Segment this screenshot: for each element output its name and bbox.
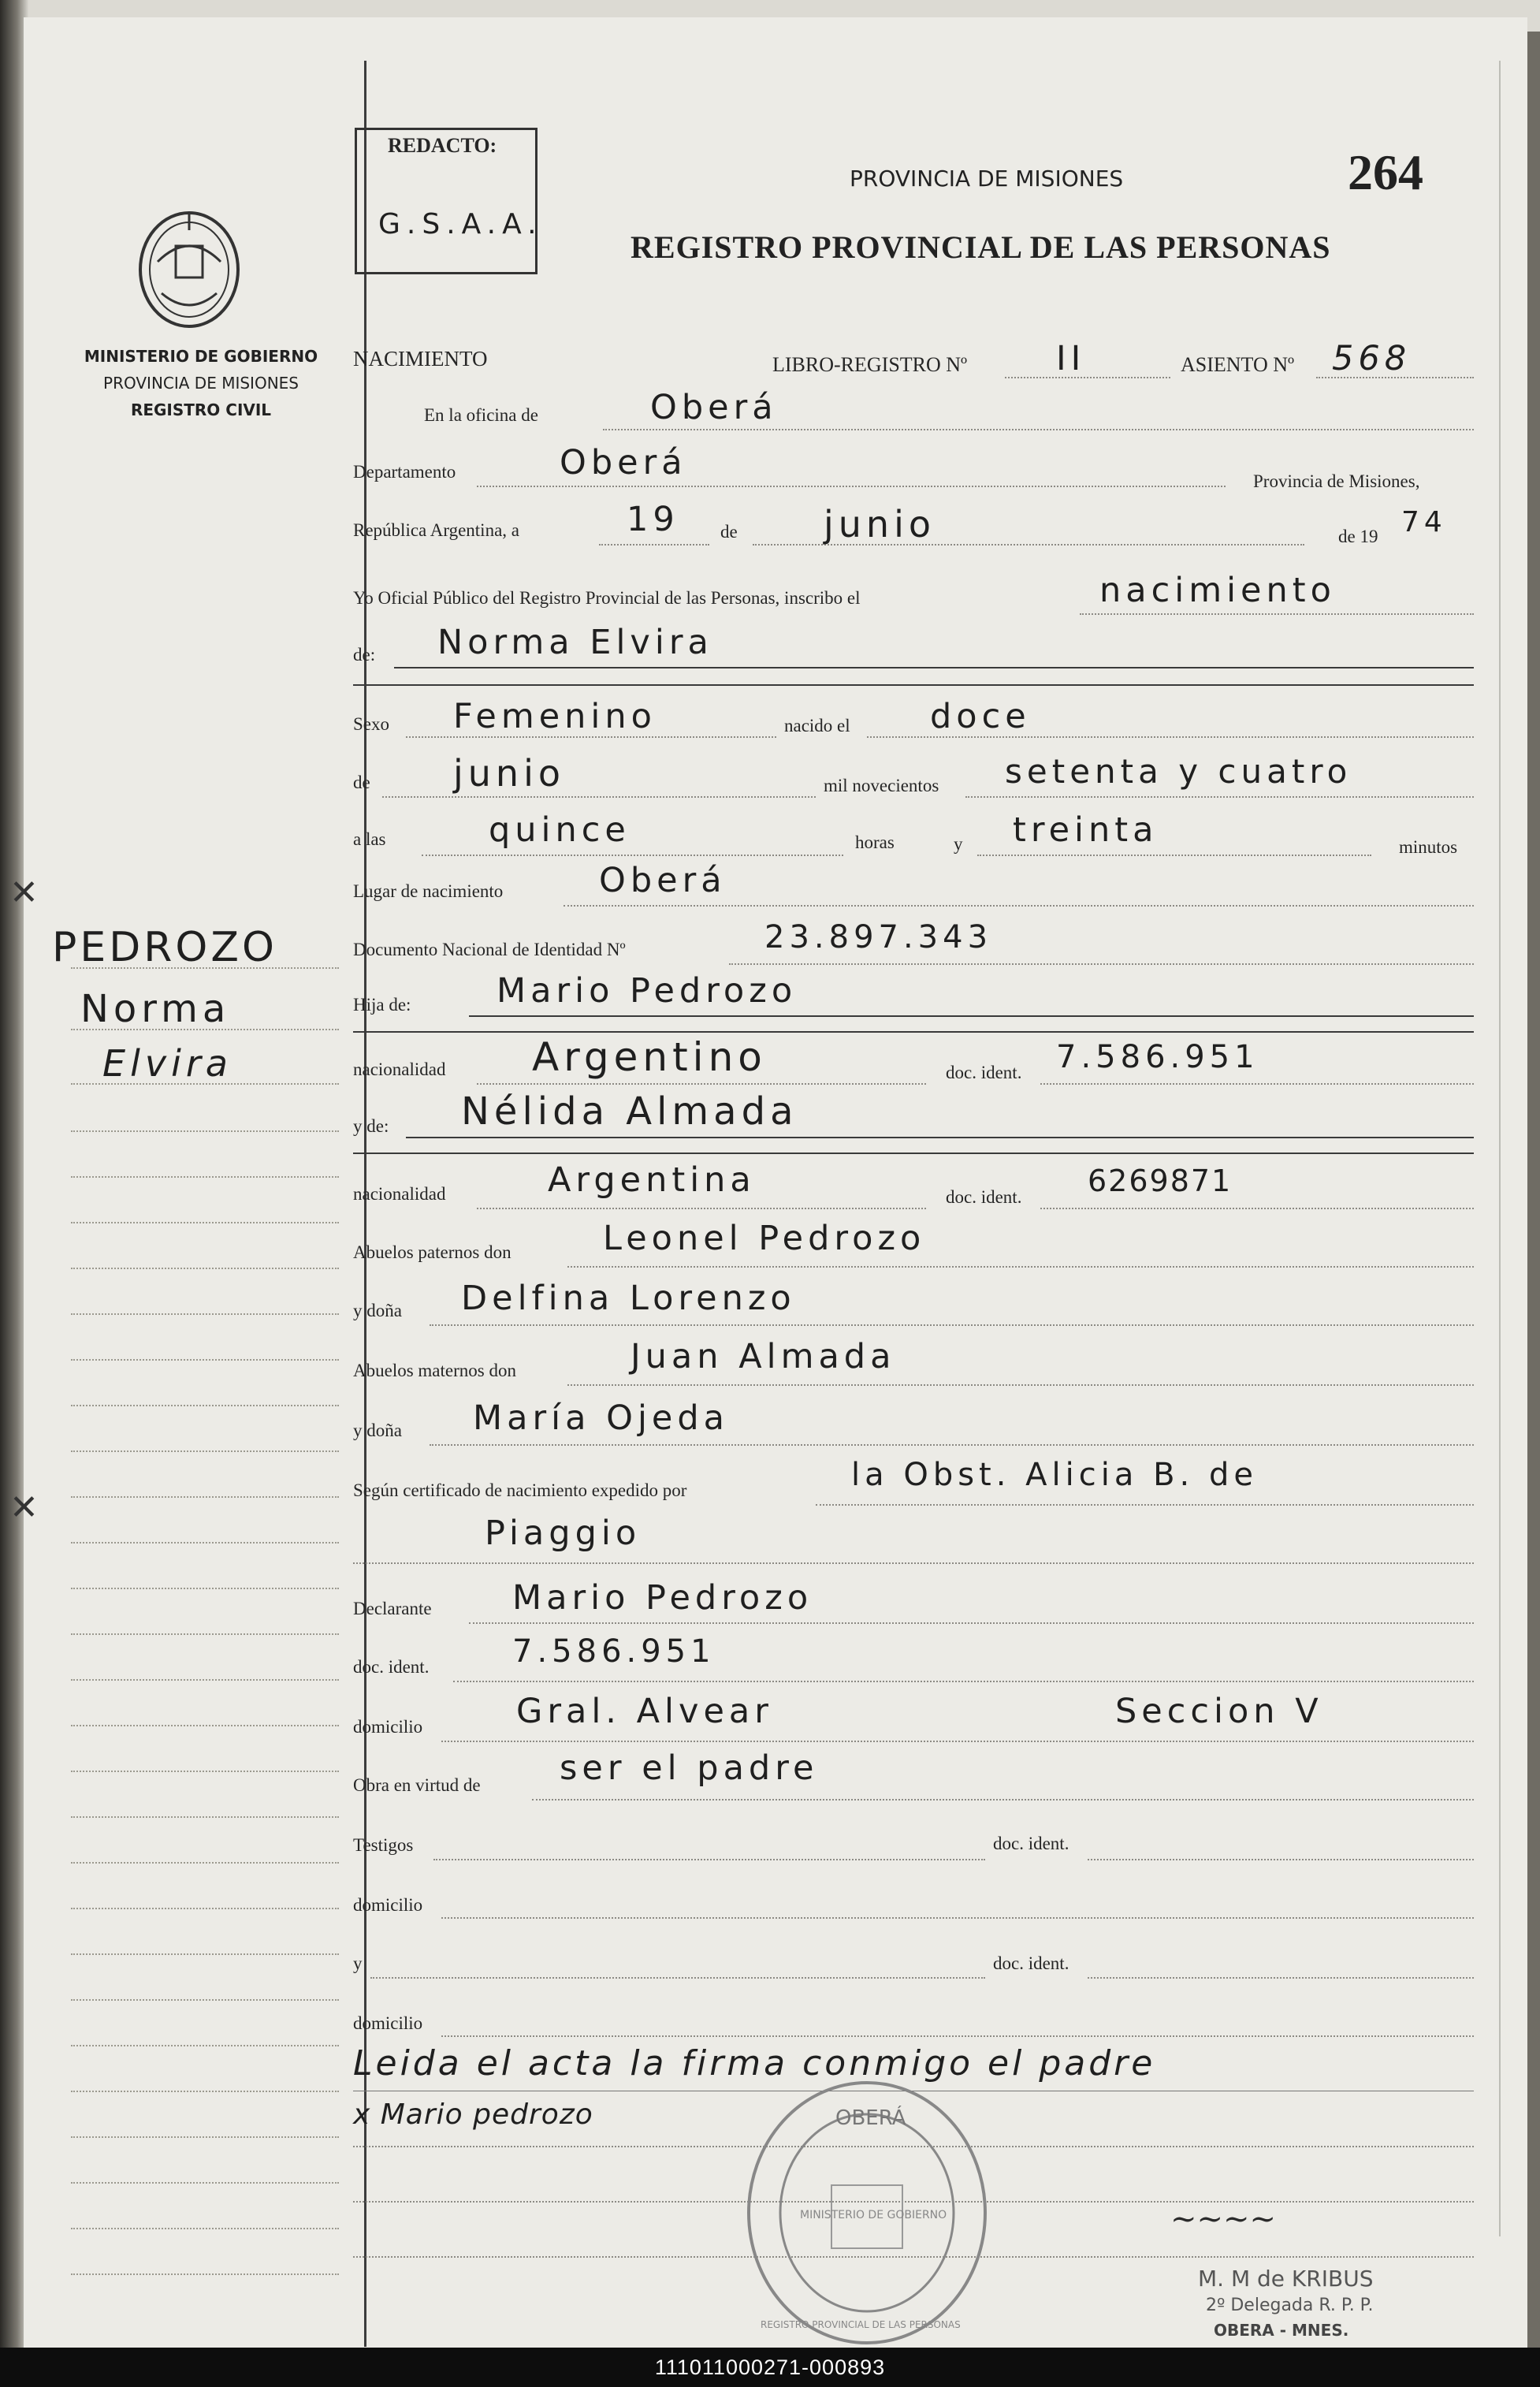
abuelo-mat-line	[567, 1384, 1474, 1386]
departamento-label: Departamento	[353, 462, 456, 482]
obra-line	[532, 1799, 1474, 1800]
republica-label: República Argentina, a	[353, 520, 519, 540]
abuelos-pat-label: Abuelos paternos don	[353, 1242, 511, 1262]
nacido-mes: junio	[453, 752, 566, 795]
abuelo-pat-line	[567, 1266, 1474, 1268]
margin-line	[71, 2136, 339, 2138]
abuelo-mat: Juan Almada	[631, 1337, 896, 1376]
registry-title: REGISTRO PROVINCIAL DE LAS PERSONAS	[631, 229, 1331, 265]
y2-label: y	[353, 1953, 363, 1973]
certificado-label: Según certificado de nacimiento expedido por	[353, 1480, 687, 1500]
nombre-value: Norma Elvira	[437, 623, 713, 662]
margin-line	[71, 1176, 339, 1178]
nacido-dia: doce	[930, 697, 1031, 736]
testigos-line	[433, 1859, 985, 1860]
decl-doc-line	[453, 1681, 1474, 1682]
margin-line	[71, 1222, 339, 1223]
minutos-value: treinta	[1013, 810, 1159, 850]
document-id-footer: 111011000271-000893	[0, 2348, 1540, 2387]
folio-number: 264	[1348, 144, 1423, 200]
margin-line	[71, 2228, 339, 2229]
abuela-pat-line	[430, 1324, 1474, 1326]
ministry-line2: PROVINCIA DE MISIONES	[103, 374, 299, 393]
abuela-pat-label: y doña	[353, 1301, 402, 1320]
abuela-mat-line	[430, 1444, 1474, 1446]
domicilio-value2: Seccion V	[1115, 1692, 1323, 1731]
testigos-dom-line	[441, 1917, 1474, 1919]
obra-value: ser el padre	[560, 1748, 819, 1788]
padre-doc: 7.586.951	[1056, 1039, 1259, 1075]
minutos-label: minutos	[1399, 837, 1458, 857]
de-label: de	[720, 522, 738, 542]
margin-line	[71, 1588, 339, 1589]
margin-line	[71, 1542, 339, 1544]
testigo2-line	[370, 1977, 985, 1979]
margin-line	[71, 1083, 339, 1085]
nacido-dia-line	[867, 736, 1474, 738]
nacido-anio: setenta y cuatro	[1005, 752, 1352, 791]
coat-of-arms-icon	[130, 199, 248, 337]
madre-doc: 6269871	[1088, 1164, 1233, 1198]
dni-line	[729, 963, 1474, 965]
dia-line	[599, 544, 709, 546]
margin-line	[71, 1450, 339, 1452]
minutos-line	[977, 855, 1371, 856]
section-divider	[353, 684, 1474, 686]
sexo-value: Femenino	[453, 697, 657, 736]
stamp-ring: REGISTRO PROVINCIAL DE LAS PERSONAS	[761, 2319, 961, 2330]
madre-nac-line	[477, 1208, 926, 1209]
decl-doc-label: doc. ident.	[353, 1657, 430, 1677]
right-rule	[1499, 61, 1501, 2236]
departamento-value: Oberá	[560, 443, 687, 482]
ministry-line1: MINISTERIO DE GOBIERNO	[84, 347, 318, 366]
libro-value: II	[1056, 339, 1086, 378]
certificado-line	[816, 1504, 1474, 1506]
libro-label: LIBRO-REGISTRO Nº	[772, 353, 968, 376]
abuelo-pat: Leonel Pedrozo	[603, 1219, 926, 1258]
padre-nac: Argentino	[532, 1034, 767, 1080]
mil-label: mil novecientos	[824, 776, 939, 795]
departamento-line	[477, 486, 1226, 487]
padre-nac-label: nacionalidad	[353, 1059, 446, 1079]
madre-doc-line	[1040, 1208, 1474, 1209]
declarante-value: Mario Pedrozo	[512, 1578, 813, 1618]
domicilio-label: domicilio	[353, 1717, 423, 1737]
nacido-mes-line	[382, 796, 816, 798]
margin-line	[71, 1313, 339, 1315]
horas-line	[422, 855, 843, 856]
lugar-value: Oberá	[599, 861, 727, 900]
margin-line	[71, 2182, 339, 2184]
madre-value: Nélida Almada	[461, 1089, 798, 1134]
certificado-value2: Piaggio	[485, 1514, 642, 1553]
redacto-label: REDACTO:	[388, 134, 497, 157]
horas-value: quince	[489, 810, 631, 850]
nombre-line	[394, 667, 1474, 668]
margin-line	[71, 2091, 339, 2092]
certificado-line2	[353, 1562, 1474, 1564]
dni-label: Documento Nacional de Identidad Nº	[353, 940, 626, 959]
madre-doc-label: doc. ident.	[946, 1187, 1022, 1207]
domicilio-value: Gral. Alvear	[516, 1692, 773, 1731]
horas-label: horas	[855, 832, 895, 852]
margin-line	[71, 1679, 339, 1681]
abuela-mat-label: y doña	[353, 1421, 402, 1440]
testigos-doc-line	[1088, 1859, 1474, 1860]
margin-line	[71, 1953, 339, 1955]
alas-label: a las	[353, 829, 386, 849]
yde-label: y de:	[353, 1116, 389, 1136]
testigo2-dom-line	[441, 2035, 1474, 2037]
margin-line	[71, 1908, 339, 1909]
margin-line	[71, 1862, 339, 1864]
section-divider	[353, 1031, 1474, 1033]
hija-label: Hija de:	[353, 995, 411, 1015]
margin-line	[71, 1359, 339, 1361]
signature: x Mario pedrozo	[353, 2098, 593, 2131]
sexo-label: Sexo	[353, 714, 389, 734]
anio-label: de 19	[1338, 527, 1378, 546]
province-title: PROVINCIA DE MISIONES	[850, 166, 1124, 192]
section-divider	[353, 1153, 1474, 1154]
margin-surname: PEDROZO	[52, 924, 277, 971]
provincia-label: Provincia de Misiones,	[1253, 471, 1420, 491]
mes-value: junio	[824, 503, 936, 546]
testigos-dom-label: domicilio	[353, 1895, 423, 1915]
declarante-label: Declarante	[353, 1599, 432, 1618]
libro-line	[1005, 377, 1170, 378]
inscribo-value: nacimiento	[1099, 571, 1336, 610]
asiento-value: 568	[1332, 339, 1412, 378]
abuela-mat: María Ojeda	[473, 1398, 729, 1438]
asiento-label: ASIENTO Nº	[1181, 353, 1295, 376]
de-nombre-label: de:	[353, 645, 376, 665]
official-signature-mark: ~~~~	[1170, 2201, 1277, 2237]
oficina-line	[603, 429, 1474, 430]
oficina-value: Oberá	[650, 388, 778, 427]
margin-name2: Elvira	[102, 1042, 232, 1085]
testigos-label: Testigos	[353, 1835, 414, 1855]
redacto-value: G.S.A.A.	[378, 208, 543, 240]
abuelos-mat-label: Abuelos maternos don	[353, 1361, 516, 1380]
official-place: OBERA - MNES.	[1214, 2321, 1349, 2340]
testigos-doc-label: doc. ident.	[993, 1834, 1069, 1853]
oficina-label: En la oficina de	[424, 405, 538, 425]
margin-line	[71, 1405, 339, 1406]
domicilio-line	[441, 1741, 1474, 1742]
nacido-anio-line	[965, 796, 1474, 798]
nacido-label: nacido el	[784, 716, 850, 735]
padre-value: Mario Pedrozo	[497, 971, 798, 1011]
dni-value: 23.897.343	[764, 919, 993, 955]
margin-line	[71, 967, 339, 969]
obra-label: Obra en virtud de	[353, 1775, 481, 1795]
testigo2-doc-label: doc. ident.	[993, 1953, 1069, 1973]
certificate-page	[9, 17, 1527, 2351]
margin-line	[71, 1633, 339, 1635]
margin-line	[71, 1029, 339, 1030]
certificado-value: la Obst. Alicia B. de	[851, 1457, 1258, 1493]
margin-line	[71, 1130, 339, 1132]
margin-line	[71, 2273, 339, 2275]
lugar-label: Lugar de nacimiento	[353, 881, 504, 901]
margin-line	[71, 1999, 339, 2001]
margin-line	[71, 1268, 339, 1269]
dia-value: 19	[627, 500, 679, 539]
madre-nac: Argentina	[548, 1160, 756, 1200]
de2-label: de	[353, 773, 370, 792]
official-name: M. M de KRIBUS	[1198, 2266, 1374, 2292]
closing-text: Leida el acta la firma conmigo el padre	[353, 2043, 1156, 2084]
margin-line	[71, 2045, 339, 2046]
abuela-pat: Delfina Lorenzo	[461, 1279, 796, 1318]
oficial-label: Yo Oficial Público del Registro Provincial de las Personas, inscribo el	[353, 588, 861, 608]
declarante-line	[469, 1622, 1474, 1624]
padre-doc-line	[1040, 1083, 1474, 1085]
madre-nac-label: nacionalidad	[353, 1184, 446, 1204]
stamp-inner: MINISTERIO DE GOBIERNO	[800, 2209, 947, 2221]
margin-line	[71, 1725, 339, 1726]
binding-clip-icon: ✕	[9, 1488, 39, 1527]
margin-line	[71, 1496, 339, 1498]
sexo-line	[406, 736, 776, 738]
padre-doc-label: doc. ident.	[946, 1063, 1022, 1082]
inscribo-line	[1080, 613, 1474, 615]
decl-doc: 7.586.951	[512, 1633, 716, 1670]
nacimiento-label: NACIMIENTO	[353, 347, 488, 371]
official-title: 2º Delegada R. P. P.	[1206, 2296, 1374, 2315]
madre-line	[406, 1137, 1474, 1138]
anio-value: 74	[1401, 506, 1447, 538]
testigo2-doc-line	[1088, 1977, 1474, 1979]
margin-name1: Norma	[80, 987, 231, 1031]
ministry-line3: REGISTRO CIVIL	[130, 400, 272, 419]
padre-line	[469, 1015, 1474, 1017]
testigo2-dom-label: domicilio	[353, 2013, 423, 2033]
margin-line	[71, 1816, 339, 1818]
binding-clip-icon: ✕	[9, 873, 39, 912]
margin-line	[71, 1771, 339, 1772]
stamp-city: OBERÁ	[835, 2106, 906, 2130]
padre-nac-line	[477, 1083, 926, 1085]
y-label: y	[954, 834, 963, 854]
lugar-line	[564, 905, 1474, 907]
